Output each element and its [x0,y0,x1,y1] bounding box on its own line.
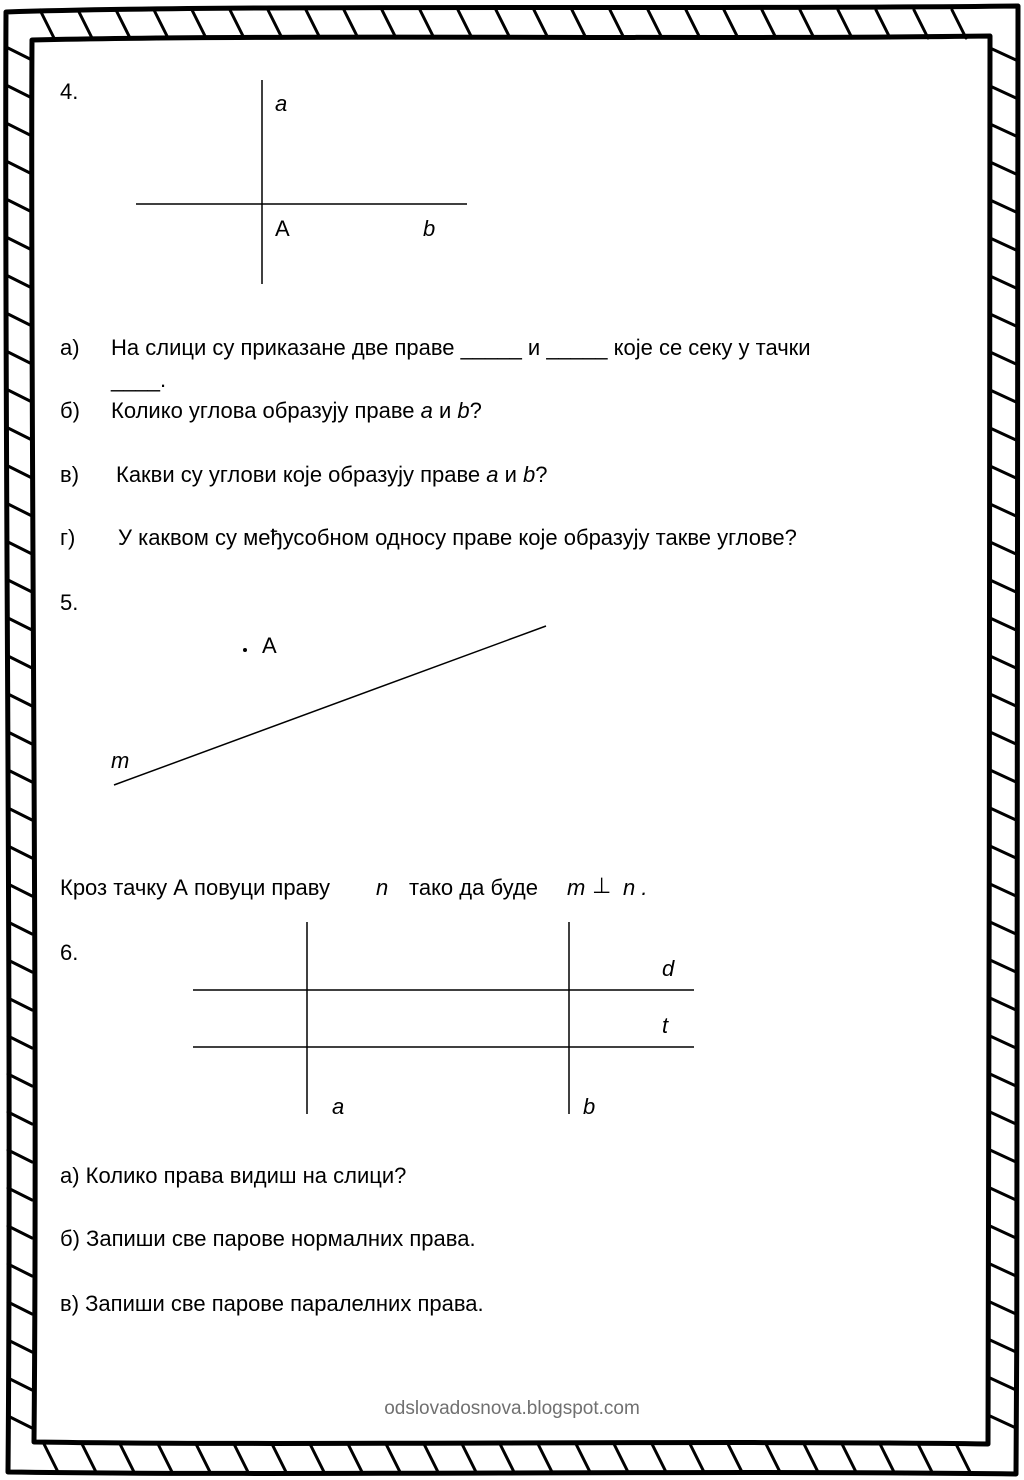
task6-number: 6. [60,940,79,965]
task4-number: 4. [60,79,79,104]
q4b-text: Колико углова образују праве a и b? [111,398,482,423]
q4a-marker: а) [60,335,80,360]
task5-m: m [567,875,586,900]
perpendicular-symbol: ⊥ [592,873,612,898]
task6-label-b: b [583,1094,596,1119]
q4v-marker: в) [60,462,80,487]
task4-label-point-A: A [275,216,290,241]
task5-instruction-mid: тако да буде [409,875,538,900]
task6-label-a: a [332,1094,345,1119]
q6v-text: в) Запиши све парове паралелних права. [60,1291,484,1316]
q4b-marker: б) [60,398,80,423]
q4g-text: У каквом су међусобном односу праве које образују такве углове? [118,525,797,550]
q6b-text: б) Запиши све парове нормалних права. [60,1226,476,1251]
task5-number: 5. [60,590,79,615]
task5-instruction-text: Кроз тачку А повуци праву [60,875,330,900]
q4a-text: На слици су приказане две праве _____ и _____ које се секу у тачки [111,335,811,360]
q4a-text-cont: ____. [111,367,167,392]
footer-url: odslovadosnova.blogspot.com [384,1398,640,1419]
task5-label-m: m [111,748,130,773]
task6-label-d: d [662,956,675,981]
q4v-text: Какви су углови које образују праве a и b? [116,462,548,487]
task4-label-a: a [275,91,288,116]
task6-label-t: t [662,1013,669,1038]
q4g-marker: г) [60,525,76,550]
task5-label-point-A: A [262,633,277,658]
task4-label-b: b [423,216,436,241]
task5-n-end: n . [623,875,648,900]
task5-n: n [376,875,389,900]
q6a-text: а) Колико права видиш на слици? [60,1163,407,1188]
